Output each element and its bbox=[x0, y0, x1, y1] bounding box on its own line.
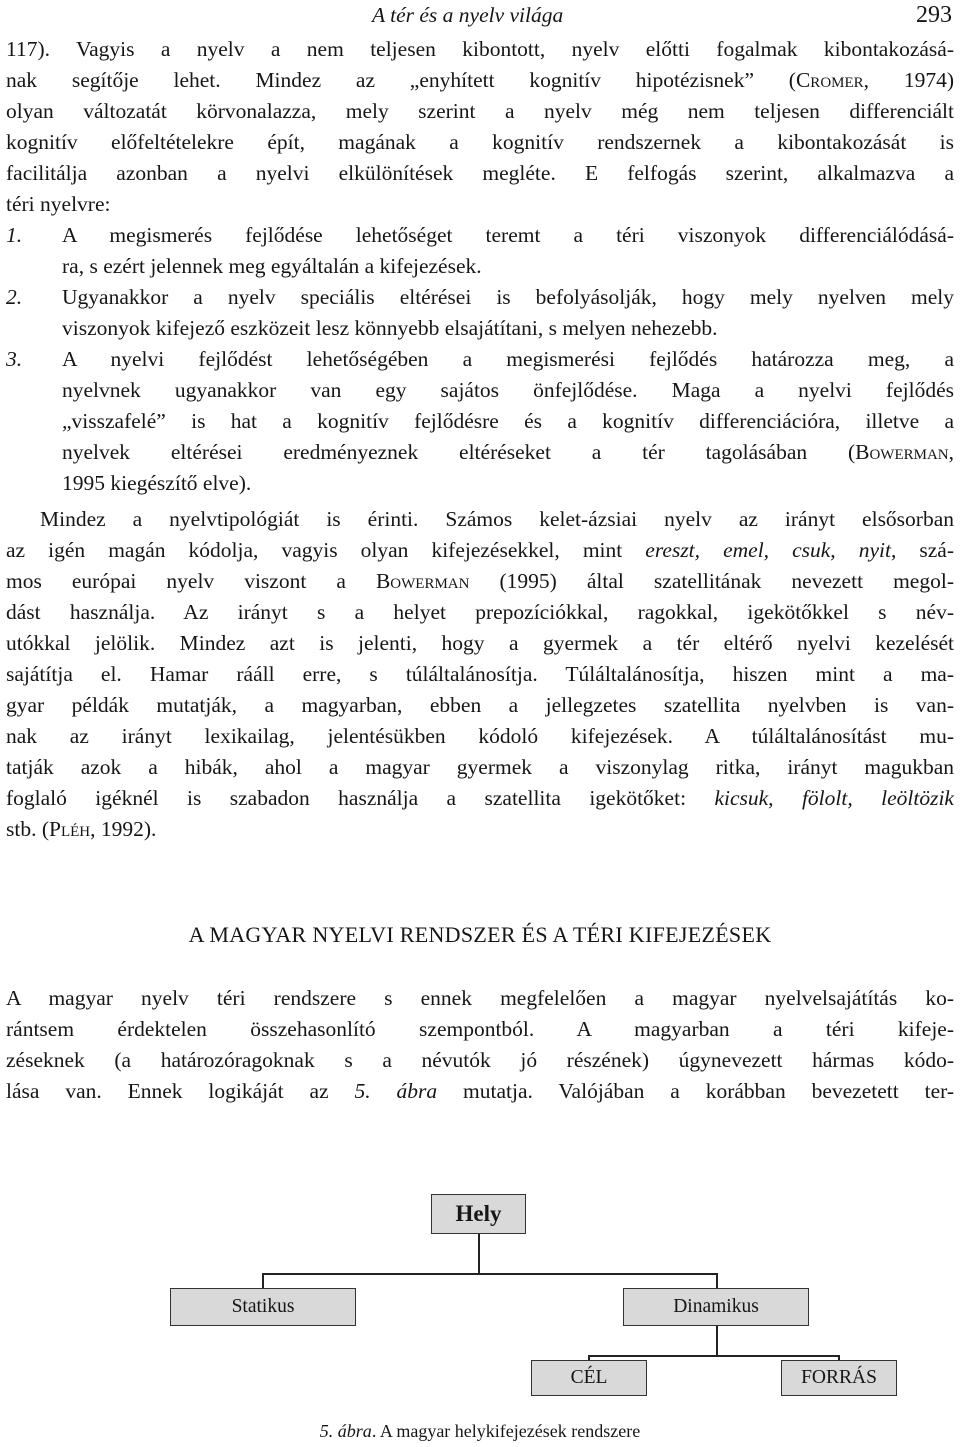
text-line: rántsem érdektelen összehasonlító szempontból. A magyarban a téri kifeje- bbox=[6, 1017, 954, 1041]
text-line: nak az irányt lexikailag, jelentésükben kódoló kifejezések. A túláltalánosítást mu- bbox=[6, 724, 954, 748]
connector-line bbox=[716, 1273, 718, 1288]
text-line: foglaló igéknél is szabadon használja a szatellita igekötőket: kicsuk, fölolt, leöltözik bbox=[6, 786, 954, 810]
list-item-line: 1995 kiegészítő elve). bbox=[62, 471, 252, 495]
author-name: Cromer bbox=[795, 68, 864, 92]
caption-text: . A magyar helykifejezések rendszere bbox=[371, 1421, 641, 1441]
list-number: 2. bbox=[6, 285, 23, 309]
text-line: stb. (Pléh, 1992). bbox=[6, 817, 157, 841]
node-hely: Hely bbox=[431, 1194, 526, 1234]
list-number: 3. bbox=[6, 347, 23, 371]
text-line: nak segítője lehet. Mindez az „enyhített kognitív hipotézisnek” (Cromer, 1974) bbox=[6, 68, 954, 92]
text-line: lása van. Ennek logikáját az 5. ábra mutatja. Valójában a korábban bevezetett ter- bbox=[6, 1079, 954, 1103]
connector-line bbox=[262, 1273, 718, 1275]
text-line: téri nyelvre: bbox=[6, 192, 111, 216]
text-line: A magyar nyelv téri rendszere s ennek megfelelően a magyar nyelvelsajátítás ko- bbox=[6, 986, 954, 1010]
connector-line bbox=[588, 1355, 840, 1357]
author-name: Bowerman bbox=[855, 440, 949, 464]
text-line: Mindez a nyelvtipológiát is érinti. Számos kelet-ázsiai nyelv az irányt elsősorban bbox=[40, 507, 954, 531]
node-statikus: Statikus bbox=[170, 1288, 356, 1326]
figure-caption bbox=[0, 1418, 960, 1444]
author-name: Bowerman bbox=[375, 569, 470, 593]
text-line: olyan változatát körvonalazza, mely szerint a nyelv még nem teljesen differenciált bbox=[6, 99, 954, 123]
text-line: zéseknek (a határozóragoknak s a névutók jó részének) úgynevezett hármas kódo- bbox=[6, 1048, 954, 1072]
list-item-line: nyelvek eltérései eredményeznek eltéréseket a tér tagolásában (Bowerman, bbox=[62, 440, 954, 464]
text-line: mos európai nyelv viszont a Bowerman (1995) által szatellitának nevezett megol- bbox=[6, 569, 954, 593]
node-cel: CÉL bbox=[531, 1360, 647, 1396]
text-line: 117). Vagyis a nyelv a nem teljesen kibontott, nyelv előtti fogalmak kibontakozásá- bbox=[6, 37, 954, 61]
example-words: ereszt, emel, csuk, nyit bbox=[645, 538, 891, 562]
running-head bbox=[0, 0, 960, 30]
text-line: kognitív előfeltételekre épít, magának a kognitív rendszernek a kibontakozását is bbox=[6, 130, 954, 154]
list-item-line: ra, s ezért jelennek meg egyáltalán a kifejezések. bbox=[62, 254, 482, 278]
list-item-line: viszonyok kifejező eszközeit lesz könnyebb elsajátítani, s melyen nehezebb. bbox=[62, 316, 718, 340]
example-words: kicsuk, fölolt, leöltözik bbox=[714, 786, 954, 810]
list-item-line: „visszafelé” is hat a kognitív fejlődésre és a kognitív differenciációra, illetve a bbox=[62, 409, 954, 433]
connector-line bbox=[262, 1273, 264, 1288]
text-line: sajátítja el. Hamar rááll erre, s túláltalánosítja. Túláltalánosítja, hiszen mint a ma- bbox=[6, 662, 954, 686]
text-line: tatják azok a hibák, ahol a magyar gyermek a viszonylag ritka, irányt magukban bbox=[6, 755, 954, 779]
connector-line bbox=[478, 1234, 480, 1274]
list-item-line: A nyelvi fejlődést lehetőségében a megismerési fejlődés határozza meg, a bbox=[62, 347, 954, 371]
page-number: 293 bbox=[916, 2, 952, 28]
list-item-line: nyelvnek ugyanakkor van egy sajátos önfejlődése. Maga a nyelvi fejlődés bbox=[62, 378, 954, 402]
node-dinamikus: Dinamikus bbox=[623, 1288, 809, 1326]
text-line: utókkal jelölik. Mindez azt is jelenti, hogy a gyermek a tér eltérő nyelvi kezelését bbox=[6, 631, 954, 655]
node-forras: FORRÁS bbox=[781, 1360, 897, 1396]
author-name: Pléh bbox=[49, 817, 91, 841]
list-number: 1. bbox=[6, 223, 23, 247]
text-line: gyar példák mutatják, a magyarban, ebben a jellegzetes szatellita nyelvben is van- bbox=[6, 693, 954, 717]
list-item-line: A megismerés fejlődése lehetőséget teremt a téri viszonyok differenciálódásá- bbox=[62, 223, 954, 247]
list-item-line: Ugyanakkor a nyelv speciális eltérései is befolyásolják, hogy mely nyelven mely bbox=[62, 285, 954, 309]
text-line: az igén magán kódolja, vagyis olyan kifejezésekkel, mint ereszt, emel, csuk, nyit, szá- bbox=[6, 538, 954, 562]
text-line: dást használja. Az irányt s a helyet prepozíciókkal, ragokkal, igekötőkkel s név- bbox=[6, 600, 954, 624]
running-head-title: A tér és a nyelv világa bbox=[372, 3, 564, 27]
figure-label: 5. ábra bbox=[319, 1421, 372, 1441]
section-heading: A MAGYAR NYELVI RENDSZER ÉS A TÉRI KIFEJEZÉSEK bbox=[188, 922, 772, 947]
figure-reference: 5. ábra bbox=[354, 1079, 438, 1103]
connector-line bbox=[716, 1326, 718, 1356]
text-line: facilitálja azonban a nyelvi elkülönítések megléte. E felfogás szerint, alkalmazva a bbox=[6, 161, 954, 185]
